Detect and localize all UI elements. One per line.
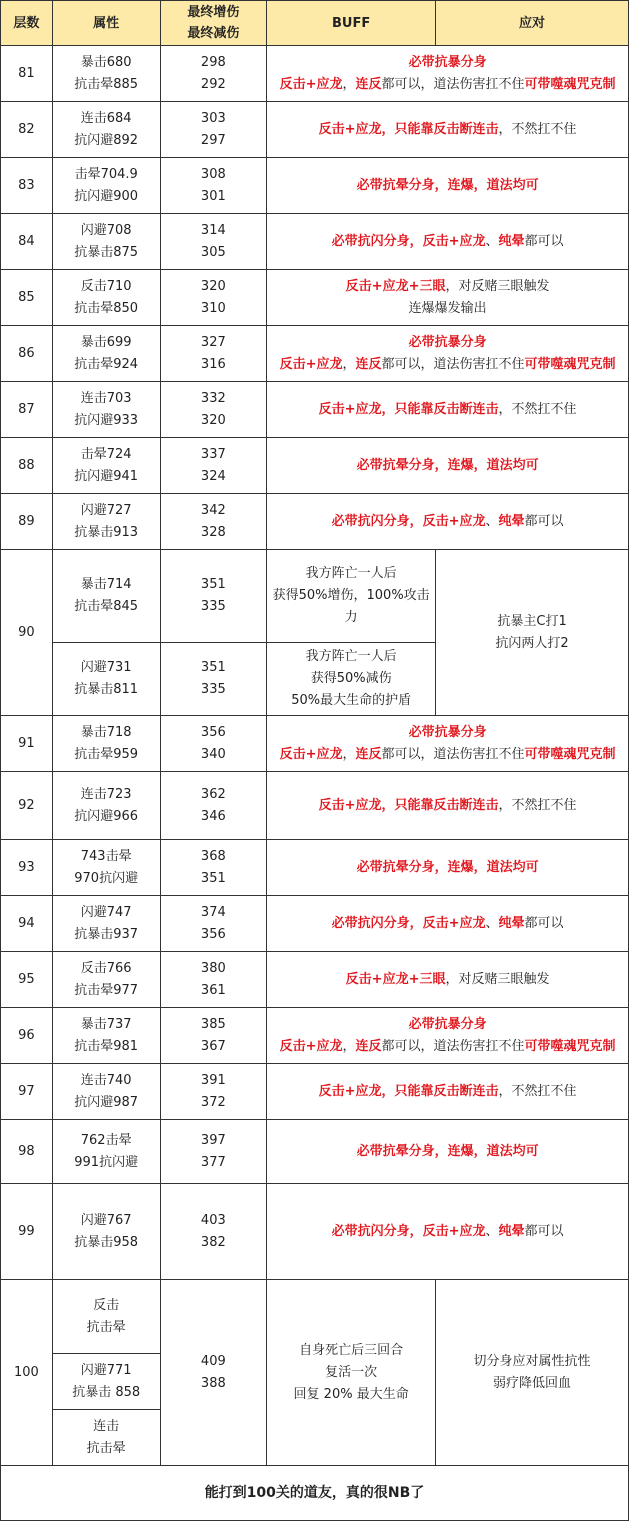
attr-line: 击晕704.9 [74, 166, 138, 182]
buff-line [267, 119, 628, 141]
layer-cell: 92 [1, 772, 53, 840]
attr-cell [52, 1410, 160, 1466]
buff-response-cell [267, 840, 629, 896]
damage-line: 351 [200, 660, 226, 675]
buff-highlight: 必带抗闪分身，反击+应龙 [331, 513, 486, 529]
buff-line [267, 1036, 628, 1058]
buff-line: 回复 20% 最大生命 [293, 1386, 409, 1402]
attr-cell [52, 1354, 160, 1410]
damage-cell [160, 1120, 267, 1184]
buff-text: 、 [485, 1223, 499, 1239]
buff-cell [267, 550, 436, 643]
buff-highlight: 纯晕 [498, 233, 525, 249]
layer-cell: 100 [1, 1280, 53, 1466]
table-row [1, 550, 629, 643]
buff-highlight: 反击+应龙+三眼 [345, 971, 446, 987]
attr-cell [52, 550, 160, 643]
buff-line [267, 276, 628, 298]
buff-response-cell [267, 772, 629, 840]
attr-line: 抗闪避933 [74, 412, 139, 428]
attr-line: 闪避771 [80, 1362, 132, 1378]
attr-line: 暴击714 [80, 577, 132, 592]
attr-line: 闪避731 [80, 660, 132, 675]
damage-line: 385 [200, 1016, 226, 1032]
attr-line: 闪避767 [80, 1212, 132, 1228]
buff-text: ， [342, 1038, 356, 1054]
attr-line: 抗击晕977 [74, 982, 139, 998]
attr-line: 暴击718 [80, 724, 132, 740]
buff-line [267, 913, 628, 935]
buff-response-cell [267, 382, 629, 438]
header-row [1, 1, 629, 46]
damage-line: 409 [200, 1353, 226, 1369]
buff-text: 都可以，道法伤害扛不住 [381, 746, 525, 762]
damage-line: 346 [200, 808, 226, 824]
damage-cell [160, 1064, 267, 1120]
attr-line: 反击766 [80, 960, 132, 976]
buff-highlight: 反击+应龙 [279, 1038, 343, 1054]
attr-line: 闪避708 [80, 222, 132, 238]
buff-highlight: 纯晕 [498, 915, 525, 931]
buff-highlight: 连反 [355, 356, 382, 372]
damage-cell [160, 550, 267, 643]
header-dmg-down: 最终减伤 [187, 26, 240, 41]
buff-highlight: 可带噬魂咒克制 [524, 356, 616, 372]
damage-cell [160, 270, 267, 326]
attr-line: 抗闪避900 [74, 188, 139, 204]
buff-response-cell [267, 896, 629, 952]
attr-line: 抗闪避987 [74, 1094, 139, 1110]
buff-highlight: 必带抗闪分身，反击+应龙 [331, 1223, 486, 1239]
attr-line: 闪避727 [80, 502, 132, 518]
damage-line: 388 [200, 1375, 226, 1391]
buff-highlight: 必带抗闪分身，反击+应龙 [331, 233, 486, 249]
attr-line: 闪避747 [80, 904, 132, 920]
buff-text: ， [342, 76, 356, 92]
damage-line: 397 [200, 1132, 226, 1148]
response-line: 抗暴主C打1 [497, 613, 567, 629]
buff-cell [267, 643, 436, 716]
attr-line: 连击684 [80, 110, 132, 126]
damage-cell [160, 643, 267, 716]
damage-line: 368 [200, 848, 226, 864]
attr-cell [52, 326, 160, 382]
damage-line: 351 [200, 577, 226, 592]
buff-highlight: 可带噬魂咒克制 [524, 76, 616, 92]
layer-cell: 81 [1, 46, 53, 102]
damage-cell [160, 1008, 267, 1064]
response-line: 抗闪两人打2 [495, 635, 569, 651]
damage-line: 327 [200, 334, 226, 350]
attr-line: 暴击737 [80, 1016, 132, 1032]
buff-line [267, 1014, 628, 1036]
buff-line: 力 [344, 610, 358, 625]
buff-text: ， [342, 746, 356, 762]
table-body [1, 46, 629, 1521]
damage-line: 380 [200, 960, 226, 976]
buff-line: 我方阵亡一人后 [305, 649, 397, 664]
attr-line: 抗击晕 [86, 1319, 126, 1335]
attr-cell [52, 1280, 160, 1354]
damage-line: 335 [200, 682, 226, 697]
damage-line: 310 [200, 300, 226, 316]
buff-line [267, 455, 628, 477]
damage-cell [160, 952, 267, 1008]
attr-line: 抗击晕924 [74, 356, 139, 372]
damage-line: 301 [200, 188, 226, 204]
layer-cell: 90 [1, 550, 53, 716]
buff-response-cell [267, 438, 629, 494]
damage-line: 305 [200, 244, 226, 260]
damage-line: 332 [200, 390, 226, 406]
attr-line: 反击 [93, 1297, 120, 1313]
buff-line [267, 298, 628, 320]
layer-cell: 91 [1, 716, 53, 772]
attr-line: 抗击晕981 [74, 1038, 139, 1054]
damage-line: 292 [200, 76, 226, 92]
buff-response-cell [267, 1184, 629, 1280]
damage-line: 361 [200, 982, 226, 998]
buff-response-cell [267, 326, 629, 382]
buff-response-cell [267, 494, 629, 550]
attr-line: 击晕724 [80, 446, 132, 462]
attr-cell [52, 270, 160, 326]
attr-line: 970抗闪避 [74, 870, 139, 886]
buff-text: 都可以，道法伤害扛不住 [381, 356, 525, 372]
attr-cell [52, 214, 160, 270]
attr-cell [52, 46, 160, 102]
buff-highlight: 反击+应龙，只能靠反击断连击 [318, 1083, 499, 1099]
table-row [1, 1008, 629, 1064]
table-row [1, 214, 629, 270]
table-row [1, 840, 629, 896]
attr-line: 991抗闪避 [74, 1154, 139, 1170]
attr-line: 抗暴击875 [74, 244, 139, 260]
buff-line [267, 175, 628, 197]
buff-text: 、 [485, 513, 499, 529]
buff-line [267, 74, 628, 96]
layer-cell: 87 [1, 382, 53, 438]
damage-line: 356 [200, 926, 226, 942]
attr-line: 762击晕 [80, 1132, 132, 1148]
buff-line: 自身死亡后三回合 [299, 1342, 404, 1358]
damage-cell [160, 102, 267, 158]
damage-line: 367 [200, 1038, 226, 1054]
table-row [1, 494, 629, 550]
attr-line: 抗击晕 [86, 1440, 126, 1456]
attr-cell [52, 102, 160, 158]
header-damage [160, 1, 267, 46]
damage-line: 337 [200, 446, 226, 462]
table-row [1, 382, 629, 438]
damage-cell [160, 1280, 267, 1466]
attr-line: 抗暴击811 [74, 682, 139, 697]
damage-line: 298 [200, 54, 226, 70]
layer-cell: 93 [1, 840, 53, 896]
header-response: 应对 [436, 1, 629, 46]
header-dmg-up: 最终增伤 [187, 5, 240, 20]
damage-line: 324 [200, 468, 226, 484]
buff-highlight: 必带抗暴分身 [408, 54, 487, 70]
damage-line: 316 [200, 356, 226, 372]
buff-cell [267, 1280, 436, 1466]
damage-line: 351 [200, 870, 226, 886]
damage-line: 372 [200, 1094, 226, 1110]
buff-response-cell [267, 214, 629, 270]
buff-response-cell [267, 46, 629, 102]
response-cell [436, 1280, 629, 1466]
buff-response-cell [267, 158, 629, 214]
buff-text: ，不然扛不住 [498, 401, 577, 417]
table-row [1, 952, 629, 1008]
attr-line: 抗暴击958 [74, 1234, 139, 1250]
damage-line: 297 [200, 132, 226, 148]
damage-cell [160, 716, 267, 772]
response-line: 切分身应对属性抗性 [473, 1353, 591, 1369]
buff-line [267, 744, 628, 766]
buff-line [267, 795, 628, 817]
buff-text: 都可以 [524, 1223, 564, 1239]
buff-response-cell [267, 1008, 629, 1064]
damage-cell [160, 214, 267, 270]
attr-cell [52, 382, 160, 438]
attr-line: 暴击699 [80, 334, 132, 350]
attr-line: 抗闪避966 [74, 808, 139, 824]
table-row [1, 1064, 629, 1120]
damage-line: 362 [200, 786, 226, 802]
buff-text: 、 [485, 915, 499, 931]
damage-line: 303 [200, 110, 226, 126]
damage-cell [160, 158, 267, 214]
response-line: 弱疗降低回血 [493, 1375, 572, 1391]
buff-highlight: 可带噬魂咒克制 [524, 746, 616, 762]
attr-line: 暴击680 [80, 54, 132, 70]
buff-highlight: 反击+应龙，只能靠反击断连击 [318, 401, 499, 417]
buff-highlight: 必带抗晕分身，连爆，道法均可 [356, 177, 539, 193]
buff-line [267, 52, 628, 74]
layer-cell: 94 [1, 896, 53, 952]
buff-text: 连爆爆发输出 [408, 300, 487, 316]
buff-text: 、 [485, 233, 499, 249]
buff-highlight: 反击+应龙 [279, 746, 343, 762]
buff-text: ，不然扛不住 [498, 797, 577, 813]
buff-highlight: 可带噬魂咒克制 [524, 1038, 616, 1054]
buff-response-cell [267, 952, 629, 1008]
damage-line: 342 [200, 502, 226, 518]
buff-response-cell [267, 1064, 629, 1120]
attr-cell [52, 158, 160, 214]
table-row [1, 158, 629, 214]
layer-cell: 97 [1, 1064, 53, 1120]
buff-text: 都可以 [524, 233, 564, 249]
attr-line: 连击 [93, 1418, 120, 1434]
buff-highlight: 纯晕 [498, 1223, 525, 1239]
buff-line [267, 857, 628, 879]
attr-cell [52, 952, 160, 1008]
buff-line [267, 969, 628, 991]
damage-line: 320 [200, 278, 226, 294]
table-row [1, 1280, 629, 1354]
layer-cell: 95 [1, 952, 53, 1008]
attr-cell [52, 716, 160, 772]
buff-line [267, 722, 628, 744]
attr-line: 抗击晕845 [74, 599, 139, 614]
attr-line: 抗暴击937 [74, 926, 139, 942]
damage-line: 335 [200, 599, 226, 614]
damage-line: 308 [200, 166, 226, 182]
damage-cell [160, 326, 267, 382]
attr-line: 抗击晕959 [74, 746, 139, 762]
damage-line: 328 [200, 524, 226, 540]
attr-line: 抗暴击913 [74, 524, 139, 540]
buff-text: 都可以 [524, 915, 564, 931]
attr-cell [52, 896, 160, 952]
attr-line: 743击晕 [80, 848, 132, 864]
attr-cell [52, 1064, 160, 1120]
attr-cell [52, 438, 160, 494]
layer-cell: 88 [1, 438, 53, 494]
attr-cell [52, 1008, 160, 1064]
damage-line: 320 [200, 412, 226, 428]
footer-row [1, 1466, 629, 1521]
buff-text: ， [342, 356, 356, 372]
buff-highlight: 连反 [355, 76, 382, 92]
buff-text: 都可以，道法伤害扛不住 [381, 76, 525, 92]
attr-cell [52, 494, 160, 550]
table-row [1, 772, 629, 840]
layer-cell: 99 [1, 1184, 53, 1280]
damage-line: 382 [200, 1234, 226, 1250]
attr-line: 抗闪避941 [74, 468, 139, 484]
buff-highlight: 反击+应龙，只能靠反击断连击 [318, 797, 499, 813]
buff-line [267, 1141, 628, 1163]
layer-cell: 83 [1, 158, 53, 214]
layer-cell: 84 [1, 214, 53, 270]
damage-cell [160, 438, 267, 494]
damage-cell [160, 1184, 267, 1280]
buff-line [267, 354, 628, 376]
damage-cell [160, 896, 267, 952]
buff-line [267, 332, 628, 354]
table-row [1, 46, 629, 102]
buff-highlight: 反击+应龙+三眼 [345, 278, 446, 294]
attr-cell [52, 1184, 160, 1280]
attr-line: 抗暴击 858 [72, 1384, 141, 1400]
buff-highlight: 连反 [355, 1038, 382, 1054]
buff-highlight: 必带抗晕分身，连爆，道法均可 [356, 1143, 539, 1159]
buff-highlight: 必带抗晕分身，连爆，道法均可 [356, 859, 539, 875]
footer-cell: 能打到100关的道友，真的很NB了 [1, 1466, 629, 1521]
attr-line: 抗击晕850 [74, 300, 139, 316]
layer-cell: 86 [1, 326, 53, 382]
attr-line: 连击703 [80, 390, 132, 406]
buff-highlight: 必带抗暴分身 [408, 334, 487, 350]
table-row [1, 1120, 629, 1184]
attr-line: 连击740 [80, 1072, 132, 1088]
table-row [1, 1184, 629, 1280]
attr-cell [52, 643, 160, 716]
layer-cell: 82 [1, 102, 53, 158]
buff-text: ，不然扛不住 [498, 121, 577, 137]
header-layer: 层数 [1, 1, 53, 46]
damage-line: 374 [200, 904, 226, 920]
buff-highlight: 必带抗晕分身，连爆，道法均可 [356, 457, 539, 473]
damage-cell [160, 772, 267, 840]
buff-highlight: 必带抗暴分身 [408, 1016, 487, 1032]
attr-cell [52, 1120, 160, 1184]
damage-line: 314 [200, 222, 226, 238]
buff-response-cell [267, 716, 629, 772]
buff-response-cell [267, 1120, 629, 1184]
damage-cell [160, 382, 267, 438]
buff-highlight: 纯晕 [498, 513, 525, 529]
buff-line [267, 1081, 628, 1103]
buff-line: 获得50%增伤，100%攻击 [272, 588, 430, 603]
damage-line: 356 [200, 724, 226, 740]
buff-highlight: 必带抗闪分身，反击+应龙 [331, 915, 486, 931]
buff-text: ，对反赌三眼触发 [445, 971, 550, 987]
damage-cell [160, 494, 267, 550]
layer-cell: 85 [1, 270, 53, 326]
buff-line: 获得50%减伤 [310, 671, 392, 686]
buff-line [267, 1221, 628, 1243]
buff-text: ，不然扛不住 [498, 1083, 577, 1099]
damage-line: 340 [200, 746, 226, 762]
damage-cell [160, 46, 267, 102]
header-attr: 属性 [52, 1, 160, 46]
table-row [1, 896, 629, 952]
attr-cell [52, 772, 160, 840]
buff-line: 复活一次 [325, 1364, 378, 1380]
buff-text: 都可以 [524, 513, 564, 529]
layer-cell: 89 [1, 494, 53, 550]
buff-highlight: 连反 [355, 746, 382, 762]
table-row [1, 326, 629, 382]
header-buff: BUFF [267, 1, 436, 46]
layer-cell: 98 [1, 1120, 53, 1184]
buff-text: 都可以，道法伤害扛不住 [381, 1038, 525, 1054]
buff-line: 50%最大生命的护盾 [291, 693, 412, 708]
damage-line: 377 [200, 1154, 226, 1170]
damage-line: 391 [200, 1072, 226, 1088]
table-row [1, 102, 629, 158]
buff-highlight: 必带抗暴分身 [408, 724, 487, 740]
attr-cell [52, 840, 160, 896]
table-row [1, 716, 629, 772]
buff-line [267, 231, 628, 253]
damage-cell [160, 840, 267, 896]
table-row [1, 438, 629, 494]
buff-highlight: 反击+应龙，只能靠反击断连击 [318, 121, 499, 137]
table-row [1, 270, 629, 326]
buff-text: ，对反赌三眼触发 [445, 278, 550, 294]
attr-line: 抗击晕885 [74, 76, 139, 92]
buff-response-cell [267, 102, 629, 158]
attr-line: 抗闪避892 [74, 132, 139, 148]
layer-cell: 96 [1, 1008, 53, 1064]
damage-line: 403 [200, 1212, 226, 1228]
buff-highlight: 反击+应龙 [279, 76, 343, 92]
buff-response-cell [267, 270, 629, 326]
response-cell [436, 550, 629, 716]
buff-line: 我方阵亡一人后 [305, 566, 397, 581]
attr-line: 反击710 [80, 278, 132, 294]
buff-highlight: 反击+应龙 [279, 356, 343, 372]
attr-line: 连击723 [80, 786, 132, 802]
buff-line [267, 511, 628, 533]
buff-line [267, 399, 628, 421]
